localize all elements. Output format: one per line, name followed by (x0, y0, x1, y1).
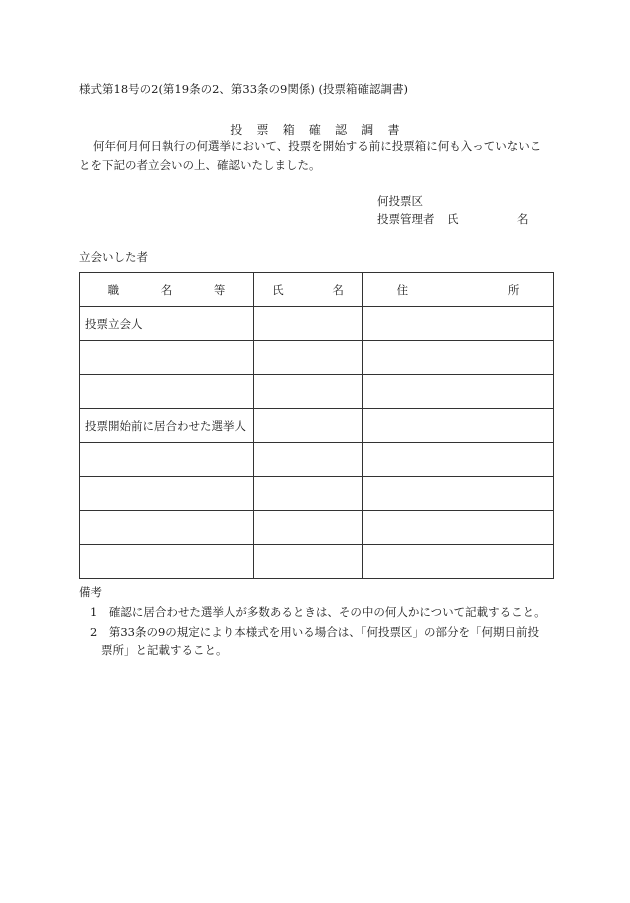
header-position-char-2: 名 (160, 282, 173, 297)
form-header: 様式第18号の2(第19条の2、第33条の9関係) (投票箱確認調書) (79, 82, 408, 96)
header-address-char-2: 所 (507, 282, 520, 297)
note-2-line-1: 2 第33条の9の規定により本様式を用いる場合は、「何投票区」の部分を「何期日前投 (90, 625, 540, 639)
header-position-char-1: 職 (107, 282, 120, 297)
position-cell[interactable] (80, 477, 254, 511)
document-title (0, 121, 630, 138)
position-cell[interactable]: 投票立会人 (80, 307, 254, 341)
polling-manager-line (377, 211, 557, 227)
note-2-line-2: 票所」と記載すること。 (101, 643, 228, 657)
title-char: 箱 (282, 123, 295, 137)
position-cell[interactable] (80, 443, 254, 477)
position-cell[interactable] (80, 341, 254, 375)
polling-manager-label: 投票管理者 (377, 212, 435, 226)
title-char: 票 (256, 123, 269, 137)
address-cell[interactable] (363, 375, 554, 409)
manager-name-label-2: 名 (517, 212, 529, 226)
title-char: 書 (387, 123, 400, 137)
note-1: 1 確認に居合わせた選挙人が多数あるときは、その中の何人かについて記載すること。 (90, 605, 546, 619)
body-text-line-2: とを下記の者立会いの上、確認いたしました。 (79, 158, 321, 172)
header-position (80, 273, 254, 307)
name-cell[interactable] (254, 375, 363, 409)
table-row (80, 545, 554, 579)
position-cell[interactable] (80, 375, 254, 409)
header-name-char-1: 氏 (272, 282, 284, 297)
name-cell[interactable] (254, 477, 363, 511)
name-cell[interactable] (254, 443, 363, 477)
header-address-char-1: 住 (396, 282, 409, 297)
header-name (254, 273, 363, 307)
name-cell[interactable] (254, 409, 363, 443)
address-cell[interactable] (363, 409, 554, 443)
name-cell[interactable] (254, 307, 363, 341)
address-cell[interactable] (363, 511, 554, 545)
table-row (80, 307, 554, 341)
table-row (80, 341, 554, 375)
title-char: 認 (335, 123, 348, 137)
table-row (80, 409, 554, 443)
position-cell[interactable]: 投票開始前に居合わせた選挙人 (80, 409, 254, 443)
name-cell[interactable] (254, 511, 363, 545)
title-char: 調 (361, 123, 374, 137)
address-cell[interactable] (363, 307, 554, 341)
table-row (80, 443, 554, 477)
header-address (363, 273, 554, 307)
title-char: 投 (230, 123, 243, 137)
header-name-char-2: 名 (332, 282, 344, 297)
witness-heading: 立会いした者 (79, 250, 148, 264)
address-cell[interactable] (363, 341, 554, 375)
address-cell[interactable] (363, 545, 554, 579)
address-cell[interactable] (363, 443, 554, 477)
header-position-char-3: 等 (213, 282, 226, 297)
name-cell[interactable] (254, 341, 363, 375)
position-cell[interactable] (80, 545, 254, 579)
table-row (80, 477, 554, 511)
table-row (80, 375, 554, 409)
witness-table-header-row (80, 273, 554, 307)
manager-name-label-1: 氏 (447, 212, 459, 226)
address-cell[interactable] (363, 477, 554, 511)
table-row (80, 511, 554, 545)
body-text-line-1: 何年何月何日執行の何選挙において、投票を開始する前に投票箱に何も入っていないこ (93, 139, 542, 153)
title-char: 確 (308, 123, 322, 137)
name-cell[interactable] (254, 545, 363, 579)
position-cell[interactable] (80, 511, 254, 545)
notes-heading: 備考 (79, 585, 102, 599)
polling-district-label: 何投票区 (377, 194, 423, 208)
witness-table (79, 272, 554, 579)
